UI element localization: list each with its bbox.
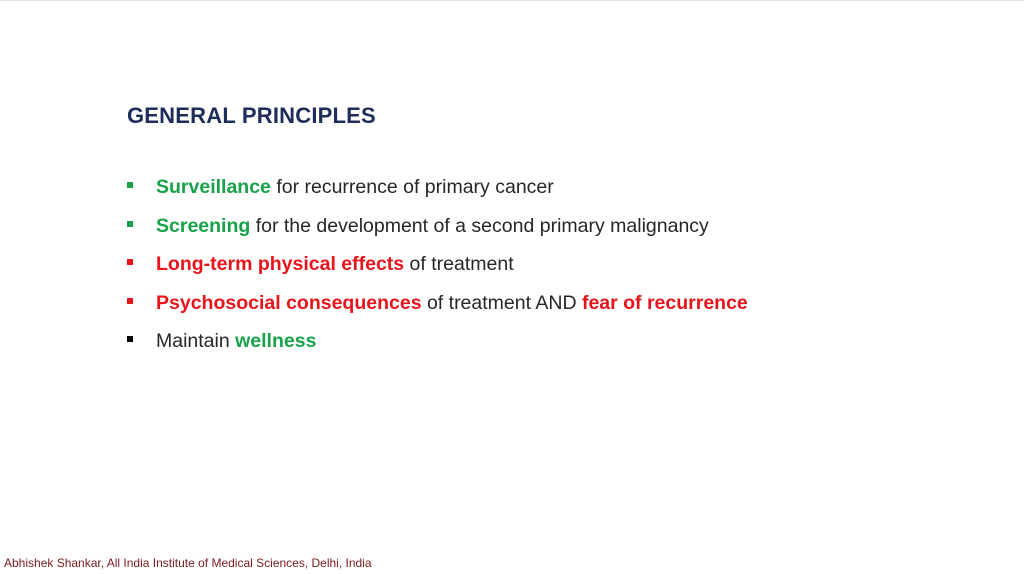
bullet-keyword: fear of recurrence <box>581 291 748 314</box>
bullet-description: for the development of a second primary malignancy <box>250 214 709 237</box>
bullet-description: of treatment AND <box>421 291 582 314</box>
bullet-text <box>156 326 316 356</box>
footer-credit: Abhishek Shankar, All India Institute of Medical Sciences, Delhi, India <box>4 556 372 570</box>
bullet-keyword: Surveillance <box>156 176 271 198</box>
square-bullet-icon <box>127 336 133 342</box>
bullet-keyword: Psychosocial consequences <box>156 291 422 314</box>
square-bullet-icon <box>127 182 133 188</box>
bullet-keyword: Long-term physical effects <box>156 253 405 275</box>
bullet-description: for recurrence of primary cancer <box>270 176 554 198</box>
bullet-keyword: Screening <box>156 214 251 237</box>
bullet-text <box>156 249 514 279</box>
bullet-text <box>156 288 748 318</box>
bullet-description: of treatment <box>404 253 514 275</box>
bullet-keyword: wellness <box>235 330 317 352</box>
top-divider <box>0 0 1024 1</box>
bullet-text <box>156 211 709 241</box>
square-bullet-icon <box>127 259 133 265</box>
slide-title: GENERAL PRINCIPLES <box>127 103 376 128</box>
bullet-text <box>156 172 554 202</box>
bullet-description: Maintain <box>156 330 236 352</box>
square-bullet-icon <box>127 221 133 227</box>
square-bullet-icon <box>127 298 133 304</box>
